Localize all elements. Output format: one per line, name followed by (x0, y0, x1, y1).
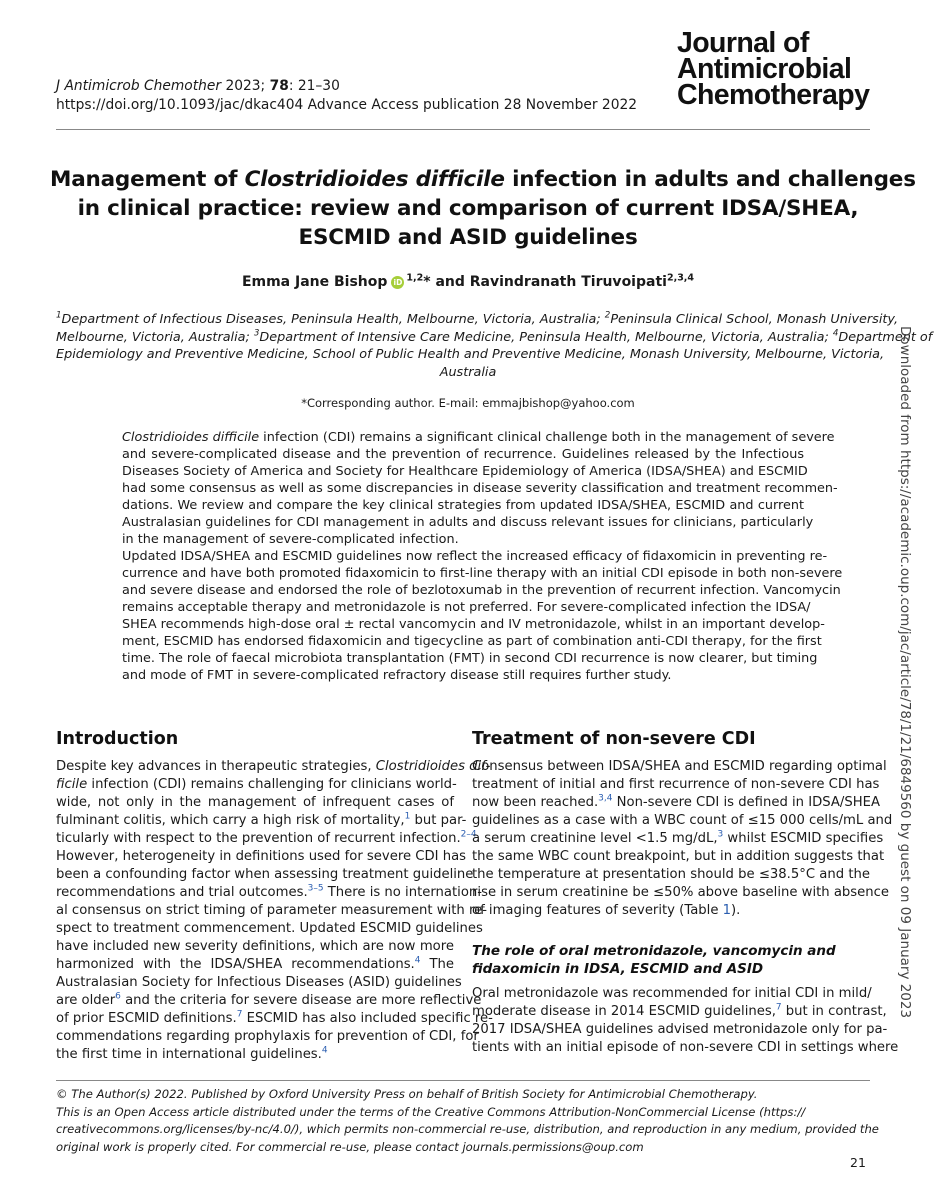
affil-line (56, 328, 933, 347)
title-line (50, 165, 916, 194)
affil-text: Department of Intensive Care Medicine, Peninsula Health, Melbourne, Victoria, Australia; (259, 329, 833, 345)
abstract-line: ment, ESCMID has endorsed fidaxomicin and tigecycline as part of combination anti-CDI therapy, for the first (122, 634, 822, 649)
logo-line: Chemotherapy (677, 79, 870, 111)
treatment-text: a serum creatinine level <1.5 mg/dL, (472, 831, 718, 846)
intro-text: of prior ESCMID definitions. (56, 1011, 237, 1026)
treatment-line (472, 902, 870, 920)
abstract-line: currence and have both promoted fidaxomicin to first-line therapy with an initial CDI episode in both non-severe (122, 566, 843, 581)
treatment-line: treatment of initial and first recurrence of non-severe CDI has (472, 777, 880, 792)
treatment-line (472, 829, 884, 848)
abstract-line: time. The role of faecal microbiota transplantation (FMT) in second CDI recurrence is now clearer, but timing (122, 651, 818, 666)
reference-link[interactable]: 3,4 (598, 793, 613, 804)
section-heading-introduction: Introduction (56, 729, 179, 749)
intro-text: the first time in international guidelines. (56, 1047, 322, 1062)
intro-text: The (420, 957, 454, 972)
intro-line (56, 811, 467, 830)
title-text: infection in adults and challenges (504, 167, 916, 192)
download-notice: Downloaded from https://academic.oup.com/jac/article/78/1/21/6849560 by guest on 09 January 2023 (897, 326, 913, 1019)
author-affil-sup: 1,2 (406, 272, 424, 284)
title-text: Management of (50, 167, 245, 192)
affil-sup: 3 (253, 328, 260, 339)
intro-text: There is no internation- (323, 885, 483, 900)
abstract-line: and severe disease and endorsed the role of bezlotoxumab in the prevention of recurrent infection. Vancomycin (122, 583, 841, 598)
treatment-body (472, 758, 893, 920)
affiliations (56, 310, 933, 381)
citation-pages: : 21–30 (288, 78, 340, 94)
citation-year: 2023; (221, 78, 270, 94)
affil-text: Peninsula Clinical School, Monash University, (610, 312, 899, 327)
footer-divider (56, 1080, 870, 1081)
treatment-text: whilst ESCMID specifies (723, 831, 884, 846)
treatment-text: ). (731, 903, 741, 918)
intro-line: Australasian Society for Infectious Diseases (ASID) guidelines (56, 975, 462, 990)
intro-line: wide, not only in the management of infrequent cases of (56, 795, 454, 810)
role-text: moderate disease in 2014 ESCMID guidelines, (472, 1004, 776, 1019)
intro-text: ticularly with respect to the prevention of recurrent infection. (56, 831, 461, 846)
footer-line: creativecommons.org/licenses/by-nc/4.0/), which permits non-commercial re-use, distribution, and reproduction in any medium, provided the (56, 1122, 879, 1136)
abstract-organism: Clostridioides difficile (122, 430, 260, 445)
reference-link[interactable]: 1 (404, 811, 411, 822)
treatment-line: the temperature at presentation should be ≤38.5°C and the (472, 867, 870, 882)
treatment-line: rise in serum creatinine be ≤50% above baseline with absence (472, 885, 889, 900)
intro-line: spect to treatment commencement. Updated ESCMID guidelines (56, 921, 483, 936)
journal-abbrev: J Antimicrob Chemother (56, 78, 222, 94)
treatment-text: Non-severe CDI is defined in IDSA/SHEA (612, 795, 880, 810)
intro-text: and the criteria for severe disease are more reflective (120, 993, 482, 1008)
treatment-text: of imaging features of severity (Table (472, 903, 723, 918)
corresponding-author: *Corresponding author. E-mail: emmajbishop@yahoo.com (301, 396, 635, 410)
intro-text: harmonized with the IDSA/SHEA recommendations. (56, 957, 415, 972)
author-name: Emma Jane Bishop (241, 274, 388, 290)
citation-line (56, 77, 696, 96)
page-number: 21 (850, 1155, 866, 1170)
role-line: Oral metronidazole was recommended for initial CDI in mild/ (472, 986, 872, 1001)
reference-link[interactable]: 7 (236, 1009, 243, 1020)
intro-text: ESCMID has also included specific re- (242, 1011, 493, 1026)
affil-text: Melbourne, Victoria, Australia; (56, 329, 254, 345)
intro-text: infection (CDI) remains challenging for clinicians world- (87, 777, 457, 792)
intro-text: but par- (410, 813, 467, 828)
intro-line (56, 991, 482, 1010)
intro-text: are older (56, 993, 116, 1008)
reference-link[interactable]: 3 (717, 829, 724, 840)
subsection-heading-role (472, 942, 836, 978)
introduction-body (56, 758, 493, 1064)
footer-line: © The Author(s) 2022. Published by Oxford University Press on behalf of British Society for Antimicrobial Chemotherapy. (56, 1087, 758, 1101)
role-line (472, 1002, 887, 1021)
abstract-line: had some consensus as well as some discrepancies in disease severity classification and treatment recommen- (122, 481, 838, 496)
role-line: tients with an initial episode of non-severe CDI in settings where (472, 1040, 899, 1055)
abstract-line: and mode of FMT in severe-complicated refractory disease still requires further study. (122, 668, 672, 683)
abstract-line: dations. We review and compare the key clinical strategies from updated IDSA/SHEA, ESCMID and current (122, 498, 804, 513)
intro-line (56, 956, 454, 974)
journal-logo (677, 27, 917, 111)
treatment-line: guidelines as a case with a WBC count of ≤15 000 cells/mL and (472, 813, 893, 828)
citation-header (56, 77, 696, 115)
intro-line (56, 1046, 454, 1064)
reference-link[interactable]: 4 (321, 1045, 328, 1056)
orcid-icon[interactable]: iD (391, 276, 404, 289)
intro-text: fulminant colitis, which carry a high risk of mortality, (56, 813, 405, 828)
intro-line (56, 758, 491, 776)
intro-line: However, heterogeneity in definitions used for severe CDI has (56, 849, 467, 864)
title-line: ESCMID and ASID guidelines (298, 225, 638, 250)
reference-link[interactable]: 6 (115, 991, 121, 1002)
abstract-line: Diseases Society of America and Society for Healthcare Epidemiology of America (IDSA/SHEA) and ESCMID (122, 464, 808, 479)
role-line: 2017 IDSA/SHEA guidelines advised metronidazole only for pa- (472, 1022, 888, 1037)
affil-sup: 1 (56, 310, 62, 321)
intro-line: al consensus on strict timing of parameter measurement with re- (56, 903, 487, 918)
footer-line: original work is properly cited. For commercial re-use, please contact journals.permissions@oup.com (56, 1139, 644, 1154)
intro-line: have included new severity definitions, which are now more (56, 939, 454, 954)
affil-line: Australia (439, 364, 497, 380)
abstract-line: SHEA recommends high-dose oral ± rectal vancomycin and IV metronidazole, whilst in an important develop- (122, 617, 825, 632)
affil-line (56, 310, 899, 329)
treatment-line: the same WBC count breakpoint, but in addition suggests that (472, 849, 885, 864)
section-heading-treatment: Treatment of non-severe CDI (472, 729, 756, 749)
logo-line: Antimicrobial (677, 53, 852, 85)
intro-line (56, 829, 477, 848)
abstract-line (122, 429, 835, 446)
intro-line (56, 883, 483, 902)
reference-link[interactable]: 4 (414, 955, 421, 966)
abstract-line: and severe-complicated disease and the prevention of recurrence. Guidelines released by the Infectious (122, 447, 804, 462)
intro-organism: ficile (56, 777, 88, 792)
corresponding-star: * (423, 274, 431, 290)
affil-sup: 2 (604, 310, 611, 321)
intro-line: commendations regarding prophylaxis for prevention of CDI, for (56, 1029, 479, 1044)
intro-line (56, 776, 457, 794)
treatment-line (472, 793, 880, 812)
affil-line: Epidemiology and Preventive Medicine, School of Public Health and Preventive Medicine, Monash University, Melbourne, Victoria, (56, 347, 885, 362)
abstract-line: Australasian guidelines for CDI management in adults and discuss relevant issues for clinicians, particularly (122, 515, 814, 530)
intro-line: been a confounding factor when assessing treatment guideline (56, 867, 474, 882)
license-footer (56, 1086, 879, 1156)
role-text: but in contrast, (781, 1004, 887, 1019)
subsection-heading-line: fidaxomicin in IDSA, ESCMID and ASID (472, 961, 764, 977)
intro-text: recommendations and trial outcomes. (56, 885, 308, 900)
title-organism: Clostridioides difficile (244, 167, 505, 192)
author-list (56, 274, 880, 290)
treatment-line: Consensus between IDSA/SHEA and ESCMID regarding optimal (472, 759, 887, 774)
intro-line (56, 1009, 493, 1028)
affil-text: Department of Infectious Diseases, Peninsula Health, Melbourne, Victoria, Australia; (61, 312, 605, 327)
subsection-heading-line: The role of oral metronidazole, vancomycin and (472, 943, 836, 959)
affil-sup: 4 (832, 328, 839, 339)
citation-volume: 78 (269, 78, 289, 94)
abstract (122, 429, 843, 684)
reference-link[interactable]: 2–4 (460, 829, 477, 840)
logo-line: Journal of (677, 27, 809, 59)
header-divider (56, 129, 870, 130)
reference-link[interactable]: 7 (775, 1002, 782, 1013)
abstract-text: infection (CDI) remains a significant clinical challenge both in the management of severe (259, 430, 835, 445)
abstract-line: remains acceptable therapy and metronidazole is not preferred. For severe-complicated infection the IDSA/ (122, 600, 811, 615)
article-title (50, 165, 916, 252)
abstract-line: in the management of severe-complicated infection. (122, 532, 459, 547)
footer-line: This is an Open Access article distributed under the terms of the Creative Commons Attribution-NonCommercial License (https:// (56, 1104, 806, 1119)
title-line: in clinical practice: review and comparison of current IDSA/SHEA, (77, 196, 859, 221)
author-name: and Ravindranath Tiruvoipati (430, 274, 667, 290)
author-affil-sup: 2,3,4 (666, 272, 695, 284)
treatment-text: now been reached. (472, 795, 599, 810)
reference-link[interactable]: 3–5 (307, 883, 324, 894)
affil-text: Department of (838, 329, 933, 345)
intro-text: Despite key advances in therapeutic strategies, (56, 759, 376, 774)
abstract-line: Updated IDSA/SHEA and ESCMID guidelines now reflect the increased efficacy of fidaxomicin in preventing re- (122, 549, 828, 564)
table-link[interactable]: 1 (722, 903, 732, 918)
doi-line[interactable]: https://doi.org/10.1093/jac/dkac404 Advance Access publication 28 November 2022 (56, 97, 638, 113)
intro-organism: Clostridioides dif- (375, 759, 491, 774)
role-body (472, 985, 899, 1057)
